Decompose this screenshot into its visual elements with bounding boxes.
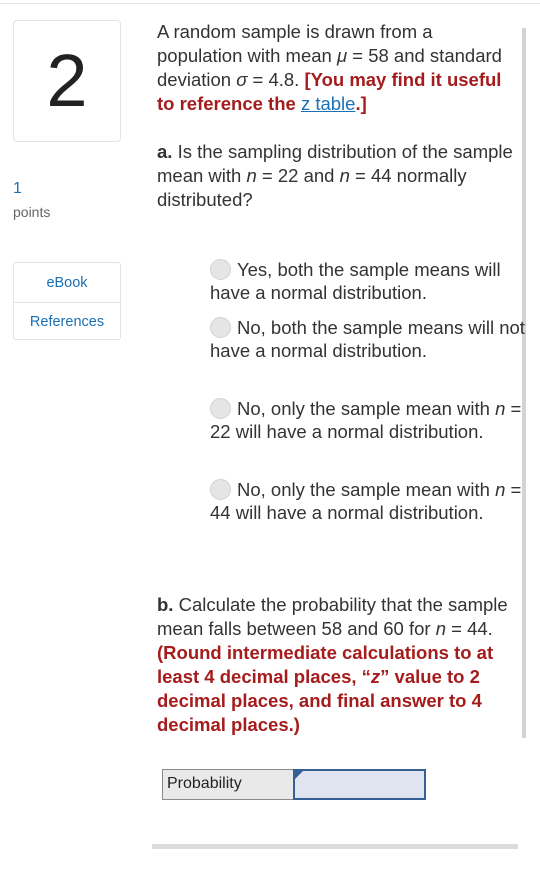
hint-text: [You may find it useful to reference the z table.]	[157, 69, 502, 114]
part-b-question: b. Calculate the probability that the sample mean falls between 58 and 60 for n = 44. (Round intermediate calculations to at least 4 decimal places, “z” value to 2 decimal places, and final answer to 4 decimal places.)	[157, 594, 508, 735]
ebook-link[interactable]: eBook	[46, 274, 88, 291]
question-number: 2	[46, 39, 88, 122]
option-a1[interactable]: Yes, both the sample means will have a normal distribution.	[210, 259, 501, 303]
z-table-link[interactable]: z table	[300, 93, 356, 114]
top-divider	[0, 3, 540, 4]
points-label: points	[13, 204, 51, 220]
points-value: 1	[13, 180, 22, 197]
radio-button[interactable]	[210, 479, 231, 500]
question-content	[157, 20, 519, 212]
part-b-block	[157, 593, 519, 737]
bottom-divider	[152, 844, 518, 849]
option-a3[interactable]: No, only the sample mean with n = 22 will have a normal distribution.	[210, 398, 522, 442]
option-a4[interactable]: No, only the sample mean with n = 44 will have a normal distribution.	[210, 479, 522, 523]
question-number-box	[13, 20, 121, 142]
probability-label: Probability	[162, 769, 294, 800]
question-stem: A random sample is drawn from a population with mean μ = 58 and standard deviation σ = 4.8. [You may find it useful to reference the z table.]	[157, 21, 502, 114]
part-a-question: a. Is the sampling distribution of the sample mean with n = 22 and n = 44 normally distributed?	[157, 141, 513, 210]
references-link[interactable]: References	[14, 302, 120, 341]
input-flag-icon	[295, 771, 303, 779]
radio-button[interactable]	[210, 317, 231, 338]
option-a2[interactable]: No, both the sample means will not have a normal distribution.	[210, 317, 525, 361]
scrollbar[interactable]	[522, 28, 526, 738]
resources-panel	[13, 262, 121, 340]
radio-button[interactable]	[210, 398, 231, 419]
radio-button[interactable]	[210, 259, 231, 280]
probability-input[interactable]	[293, 769, 426, 800]
rounding-instructions: (Round intermediate calculations to at least 4 decimal places, “z” value to 2 decimal places, and final answer to 4 decimal places.)	[157, 642, 494, 735]
